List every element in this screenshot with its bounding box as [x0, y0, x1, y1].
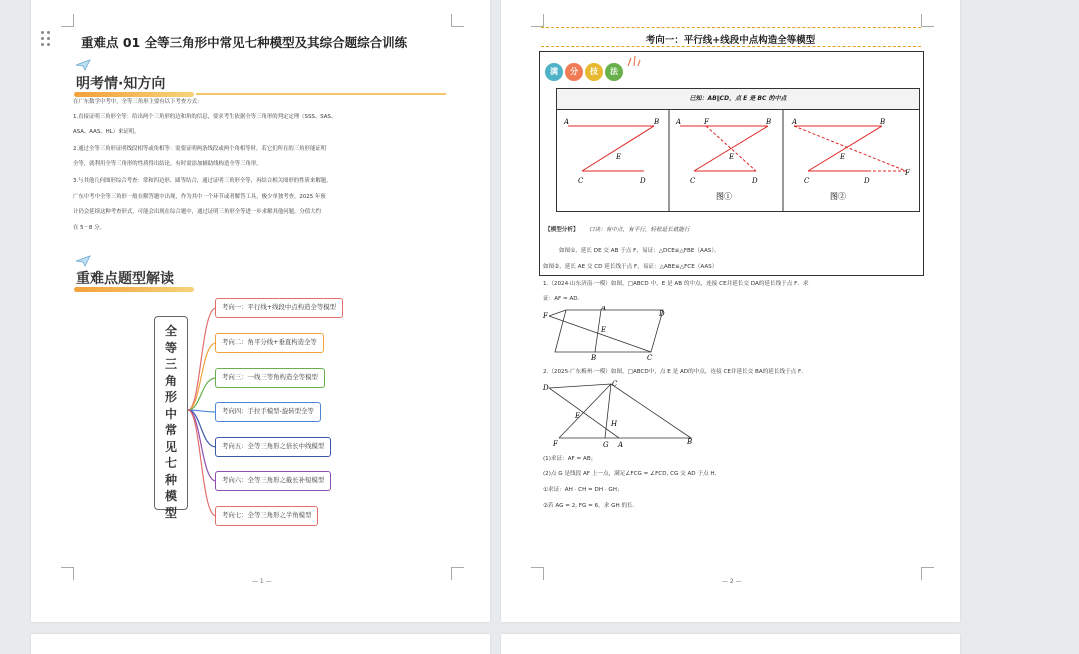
mindmap-node[interactable]: 考向三：一线三等角构造全等模型	[215, 368, 325, 388]
model-analysis-label: 【模型分析】	[545, 227, 579, 233]
mindmap-node[interactable]: 考向五：全等三角形之倍长中线模型	[215, 437, 331, 457]
point-label: E	[616, 153, 622, 161]
section-heading-exam-trends: 明考情·知方向	[76, 73, 165, 93]
crop-mark	[61, 14, 74, 27]
paragraph-line: ASA、AAS、HL）来证明。	[73, 129, 140, 135]
badge: 法	[605, 63, 623, 81]
paper-plane-icon	[75, 59, 91, 71]
figure-caption: 图①	[716, 192, 732, 201]
question2-figure	[541, 380, 701, 450]
point-label: B	[880, 118, 886, 126]
intro-text: 在广东数学中考中，全等三角形主要有以下考查方式：	[73, 99, 203, 105]
sparkle-icon	[625, 54, 641, 68]
question-text: 1.（2024·山东济南·一模）如图，□ABCD 中，E 是 AB 的中点，连接 CE并延长交 DA的延长线于点 F．求	[543, 281, 809, 287]
point-label: A	[676, 118, 682, 126]
question-text: ②若 AG = 2, FG = 6，求 GH 的长．	[543, 503, 639, 509]
point-label: F	[553, 440, 558, 448]
question-text: 2.（2025·广东梅州·一模）如图，□ABCD中，点 E 是 AD的中点，连接 CE并延长交 BA的延长线于点 F．	[543, 369, 807, 375]
document-page-3	[31, 634, 490, 654]
point-label: B	[591, 354, 597, 362]
crop-mark	[531, 567, 544, 580]
point-label: D	[864, 177, 870, 185]
point-label: G	[603, 441, 609, 449]
crop-mark	[451, 567, 464, 580]
point-label: D	[752, 177, 758, 185]
point-label: A	[792, 118, 798, 126]
paragraph-line: 广东中考中全等三角形一般在解答题中出现，作为其中一个环节或者解答工具，极少单独考查。2025 年预	[73, 194, 326, 200]
mindmap-node[interactable]: 考向一：平行线+线段中点构造全等模型	[215, 298, 343, 318]
crop-mark	[451, 14, 464, 27]
point-label: F	[704, 118, 709, 126]
header-divider	[541, 27, 921, 28]
point-label: C	[612, 380, 618, 388]
point-label: D	[640, 177, 646, 185]
point-label: E	[575, 412, 581, 420]
question-text: (2)点 G 是线段 AF 上一点，满足∠FCG = ∠FCD, CG 交 AD 于点 H．	[543, 471, 721, 477]
badge: 分	[565, 63, 583, 81]
model-analysis-text: 口诀：有中点，有平行，轻松延长就能行	[589, 227, 690, 233]
badge: 满	[545, 63, 563, 81]
point-label: C	[647, 354, 653, 362]
point-label: C	[690, 177, 696, 185]
point-label: F	[543, 312, 548, 320]
question-text: (1)求证：AF = AB；	[543, 456, 597, 462]
question-text: 证：AF = AD．	[543, 296, 584, 302]
model-figures	[556, 109, 920, 212]
point-label: B	[687, 438, 693, 446]
model-figures-svg	[556, 109, 920, 212]
point-label: E	[601, 326, 607, 334]
mindmap-connectors	[186, 295, 218, 525]
known-condition: 已知：AB∥CD，点 E 是 BC 的中点	[556, 88, 920, 110]
document-page-2	[501, 0, 960, 622]
mindmap-node[interactable]: 考向四：手拉手模型-旋转型全等	[215, 402, 321, 422]
point-label: C	[804, 177, 810, 185]
analysis-line: 如图②，延长 AE 交 CD 延长线于点 F，易证：△ABE≌△FCE（AAS）	[543, 264, 718, 270]
page-number: — 1 —	[252, 578, 272, 585]
section-heading-key-types: 重难点题型解读	[76, 268, 174, 288]
point-label: H	[611, 420, 618, 428]
point-label: E	[840, 153, 846, 161]
point-label: C	[578, 177, 584, 185]
paragraph-line: 全等，就利用全等三角形的性质得出结论，有时需添加辅助线构造全等三角形。	[73, 161, 262, 167]
analysis-line: 如图①，延长 DE 交 AB 于点 F，易证：△DCE≌△FBE（AAS）。	[559, 248, 720, 254]
point-label: A	[601, 306, 607, 312]
paragraph-line: 2.通过全等三角形证明线段相等或角相等：需要证明两条线段或两个角相等时，若它们所在的三角形能证明	[73, 146, 327, 152]
point-label: A	[618, 441, 624, 449]
paper-plane-icon	[75, 255, 91, 267]
document-page-4	[501, 634, 960, 654]
mindmap-root: 全 等 三 角 形 中 常 见 七 种 模 型	[154, 316, 188, 510]
paragraph-line: 计仍会延续这种考查形式，可能会出现在综合题中，通过证明三角形全等进一步求解其他问题，分值大约	[73, 209, 321, 215]
point-label: F	[905, 169, 910, 177]
question1-figure	[541, 306, 671, 362]
paragraph-line: 在 5－8 分。	[73, 225, 105, 231]
point-label: B	[654, 118, 660, 126]
mindmap-node[interactable]: 考向二：角平分线+垂直构造全等	[215, 333, 324, 353]
page-title: 重难点 01 全等三角形中常见七种模型及其综合题综合训练	[81, 35, 408, 50]
section-title: 考向一：平行线+线段中点构造全等模型	[645, 35, 816, 46]
page-number: — 2 —	[722, 578, 742, 585]
crop-mark	[921, 567, 934, 580]
point-label: B	[766, 118, 772, 126]
crop-mark	[531, 14, 544, 27]
point-label: A	[564, 118, 570, 126]
crop-mark	[921, 14, 934, 27]
crop-mark	[61, 567, 74, 580]
header-divider	[541, 46, 921, 47]
paragraph-line: 3.与其他几何图形综合考查：常和四边形、圆等结合，通过证明三角形全等，再结合相关图形的性质来解题。	[73, 178, 332, 184]
paragraph-line: 1.直接证明三角形全等：给出两个三角形的边和角的信息，要求考生依据全等三角形的判定定理（SSS、SAS、	[73, 114, 337, 120]
mindmap-node[interactable]: 考向七：全等三角形之半角模型	[215, 506, 318, 526]
point-label: D	[659, 310, 665, 318]
point-label: D	[543, 384, 549, 392]
figure-caption: 图②	[830, 192, 846, 201]
question-text: ①求证：AH · CH = DH · GH；	[543, 487, 623, 493]
point-label: E	[729, 153, 735, 161]
mindmap-node[interactable]: 考向六：全等三角形之截长补短模型	[215, 471, 331, 491]
drag-handle-icon[interactable]	[41, 31, 53, 49]
document-page-1	[31, 0, 490, 622]
badge: 技	[585, 63, 603, 81]
